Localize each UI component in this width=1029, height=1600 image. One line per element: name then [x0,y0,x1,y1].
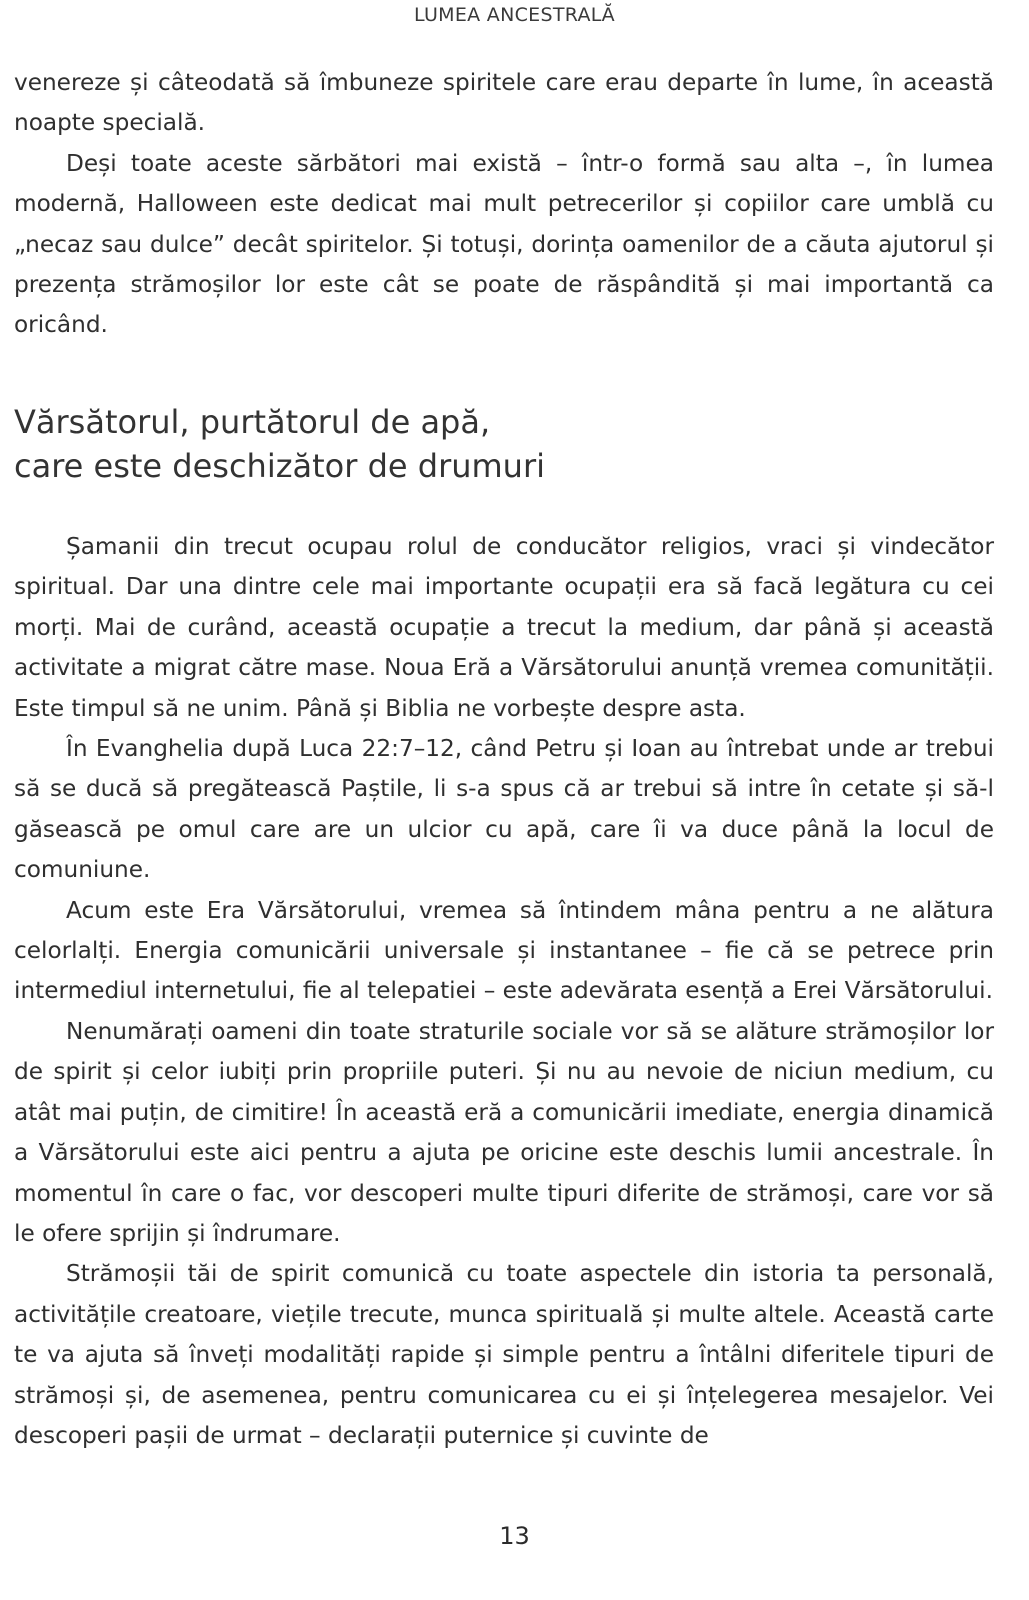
paragraph: Acum este Era Vărsătorului, vremea să întindem mâna pentru a ne alătura celorlalți. Energia comunicării universale și instantanee – fie că se petrece prin intermediul internetului, fie al telepatiei – este adevărata esență a Erei Vărsătorului. [14,896,994,1005]
running-header: LUMEA ANCESTRALĂ [414,4,615,26]
top-text-block [14,63,994,346]
section-heading-line-2: care este deschizător de drumuri [14,447,545,485]
section-heading [14,400,994,488]
paragraph: Șamanii din trecut ocupau rolul de conducător religios, vraci și vindecător spiritual. Dar una dintre cele mai importante ocupații era să facă legătura cu cei morți. Mai de curând, această ocupație a trecut la medium, dar până și această activitate a migrat către mase. Noua Eră a Vărsătorului anunță vremea comunității. Este timpul să ne unim. Până și Biblia ne vorbește despre asta. [14,533,994,722]
section-heading-line-1: Vărsătorul, purtătorul de apă, [14,403,491,441]
paragraph: Strămoșii tăi de spirit comunică cu toate aspectele din istoria ta personală, activitățile creatoare, viețile trecute, munca spirituală și multe altele. Această carte te va ajuta să înveți modalități rapide și simple pentru a întâlni diferitele tipuri de strămoși și, de asemenea, pentru comunicarea cu ei și înțelegerea mesajelor. Vei descoperi pașii de urmat – declarații puternice și cuvinte de [14,1260,994,1449]
paragraph: În Evanghelia după Luca 22:7–12, când Petru și Ioan au întrebat unde ar trebui să se ducă să pregătească Paștile, li s-a spus că ar trebui să intre în cetate și să-l găsească pe omul care are un ulcior cu apă, care îi va duce până la locul de comuniune. [14,735,994,884]
paragraph: Nenumărați oameni din toate straturile sociale vor să se alăture strămoșilor lor de spirit și celor iubiți prin propriile puteri. Și nu au nevoie de niciun medium, cu atât mai puțin, de cimitire! În această eră a comunicării imediate, energia dinamică a Vărsătorului este aici pentru a ajuta pe oricine este deschis lumii ancestrale. În momentul în care o fac, vor descoperi multe tipuri diferite de strămoși, care vor să le ofere sprijin și îndrumare. [14,1017,994,1247]
section-text-block [14,527,994,1456]
paragraph: Deși toate aceste sărbători mai există – într-o formă sau alta –, în lumea modernă, Halloween este dedicat mai mult petrecerilor și copiilor care umblă cu „necaz sau dulce” decât spiritelor. Și totuși, dorința oamenilor de a căuta ajutorul și prezența strămoșilor lor este cât se poate de răspândită și mai importantă ca oricând. [14,149,994,339]
paragraph-continued: venereze și câteodată să îmbuneze spiritele care erau departe în lume, în această noapte specială. [14,69,994,137]
page-number: 13 [499,1522,530,1550]
